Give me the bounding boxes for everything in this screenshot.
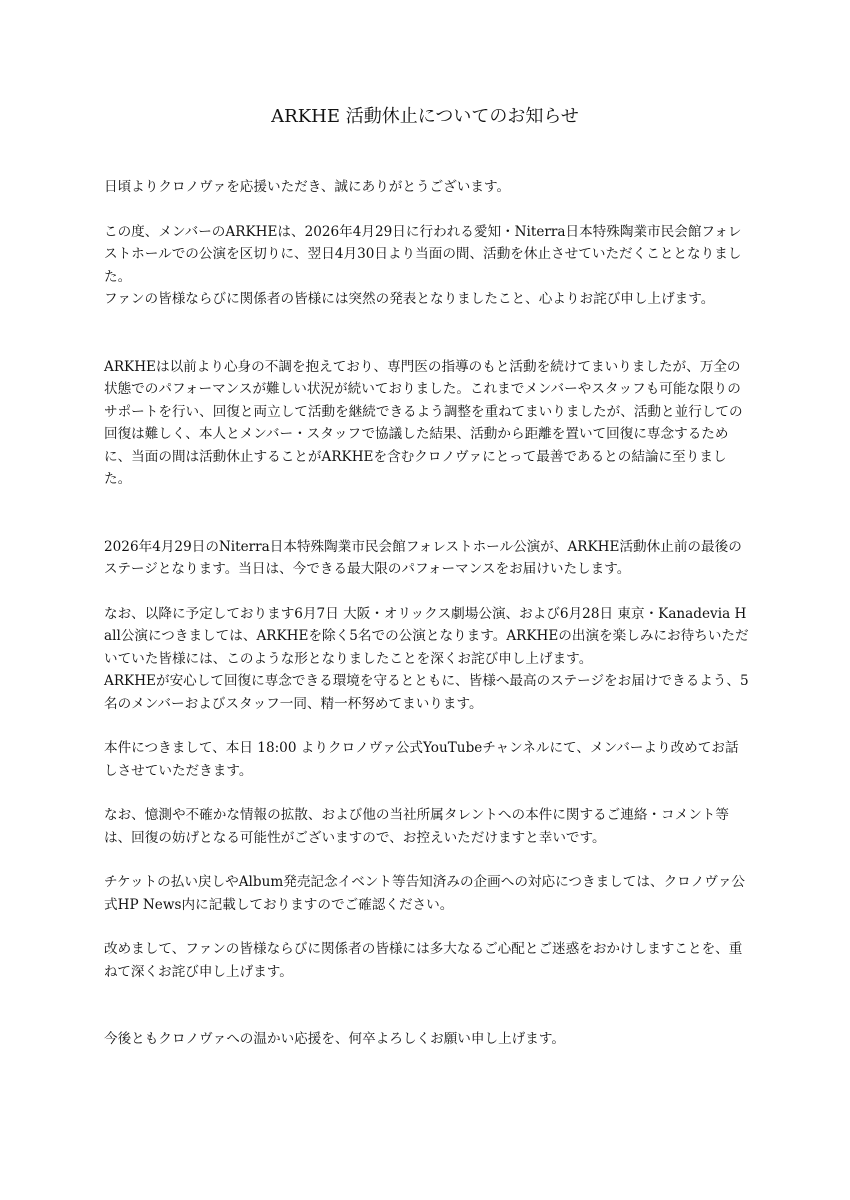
announcement-paragraph: この度、メンバーのARKHEは、2026年4月29日に行われる愛知・Niterra日本特殊陶業市民会館フォレストホールでの公演を区切りに、翌日4月30日より当面の間、活動を休止させていただくこととなりました。 ファンの皆様ならびに関係者の皆様には突然の発表となりましたこと、心よりお詫び申し上げます。 <box>104 223 742 307</box>
spacer <box>104 782 750 804</box>
final-stage-paragraph: 2026年4月29日のNiterra日本特殊陶業市民会館フォレストホール公演が、ARKHE活動休止前の最後のステージとなります。当日は、今できる最大限のパフォーマンスをお届けいたします。 <box>104 538 742 577</box>
greeting-paragraph: 日頃よりクロノヴァを応援いただき、誠にありがとうございます。 <box>104 179 511 195</box>
spacer <box>104 916 750 938</box>
spacer <box>104 491 750 536</box>
document-title: ARKHE 活動休止についてのお知らせ <box>271 106 579 127</box>
spacer <box>104 983 750 1028</box>
reason-paragraph: ARKHEは以前より心身の不調を抱えており、専門医の指導のもと活動を続けてまいりましたが、万全の状態でのパフォーマンスが難しい状況が続いておりました。これまでメンバーやスタッフも可能な限りのサポートを行い、回復と両立して活動を継続できるよう調整を重ねてまいりましたが、活動と並行しての回復は難しく、本人とメンバー・スタッフで協議した結果、活動から距離を置いて回復に専念するために、当面の間は活動休止することがARKHEを含むクロノヴァにとって最善であるとの結論に至りました。 <box>104 358 743 487</box>
document-body <box>104 176 750 1051</box>
spacer <box>104 715 750 737</box>
youtube-paragraph: 本件につきまして、本日 18:00 よりクロノヴァ公式YouTubeチャンネルにて、メンバーより改めてお話しさせていただきます。 <box>104 740 739 779</box>
ticket-paragraph: チケットの払い戻しやAlbum発売記念イベント等告知済みの企画への対応につきましては、クロノヴァ公式HP News内に記載しておりますのでご確認ください。 <box>104 874 746 913</box>
spacer <box>104 849 750 871</box>
closing-paragraph: 今後ともクロノヴァへの温かい応援を、何卒よろしくお願い申し上げます。 <box>104 1031 565 1047</box>
spacer <box>104 581 750 603</box>
spacer <box>104 311 750 356</box>
request-paragraph: なお、憶測や不確かな情報の拡散、および他の当社所属タレントへの本件に関するご連絡・コメント等は、回復の妨げとなる可能性がございますので、お控えいただけますと幸いです。 <box>104 807 729 846</box>
apology-paragraph: 改めまして、ファンの皆様ならびに関係者の皆様には多大なるご心配とご迷惑をおかけしますことを、重ねて深くお詫び申し上げます。 <box>104 941 743 980</box>
spacer <box>104 199 750 221</box>
schedule-paragraph: なお、以降に予定しております6月7日 大阪・オリックス劇場公演、および6月28日 東京・Kanadevia Hall公演につきましては、ARKHEを除く5名での公演となります。ARKHEの出演を楽しみにお待ちいただいていた皆様には、このような形となりましたことを深くお詫び申し上げます。 ARKHEが安心して回復に専念できる環境を守るとともに、皆様へ最高のステージをお届けできるよう、5名のメンバーおよびスタッフ一同、精一杯努めてまいります。 <box>104 605 749 712</box>
